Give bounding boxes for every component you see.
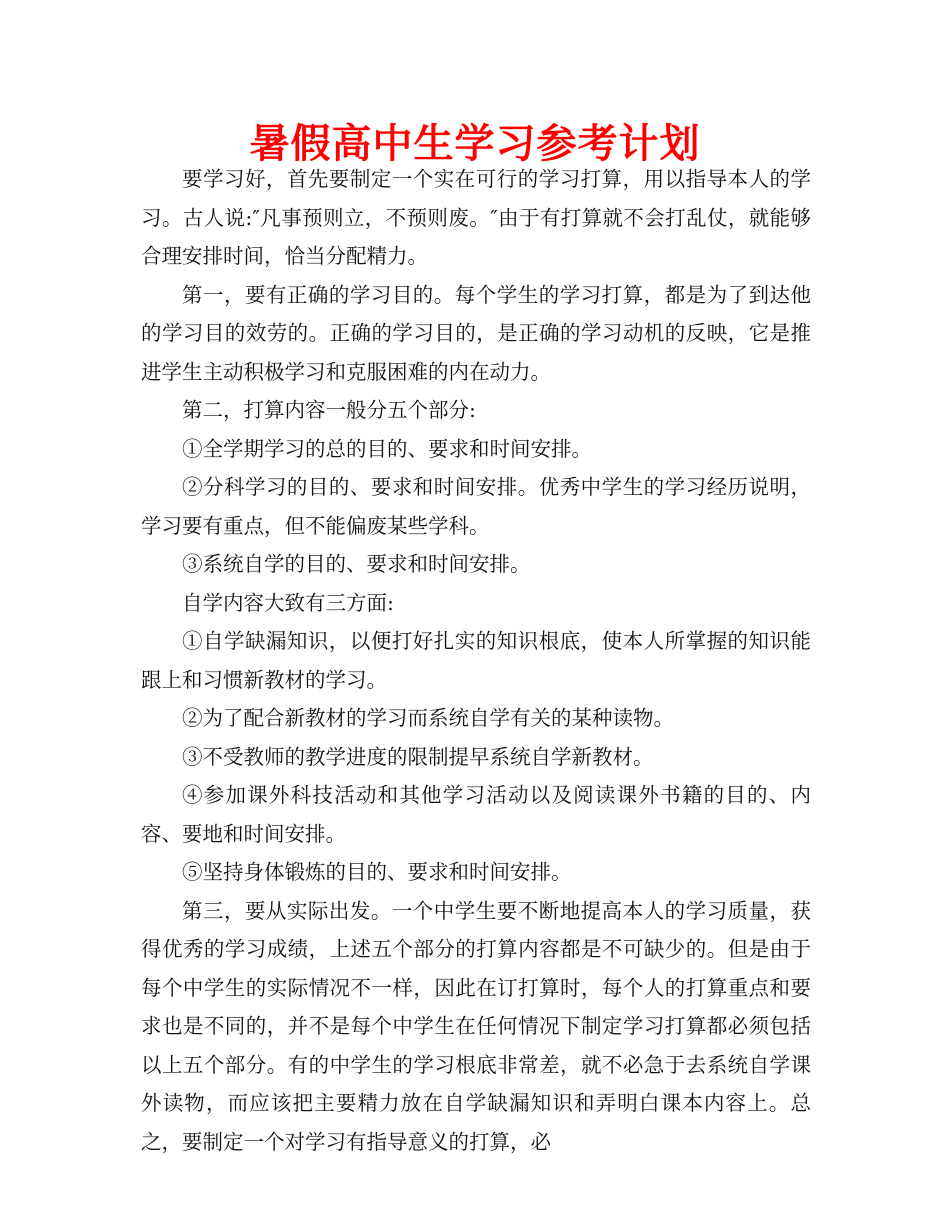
list-item-self-study-2: ②为了配合新教材的学习而系统自学有关的某种读物。 [182,706,674,730]
list-item-plan-5: ⑤坚持身体锻炼的目的、要求和时间安排。 [182,860,572,884]
paragraph-self-study-heading: 自学内容大致有三方面: [182,590,394,615]
document-title: 暑假高中生学习参考计划 [249,121,701,167]
paragraph-first-point: 第一，要有正确的学习目的。每个学生的学习打算，都是为了到达他的学习目的效劳的。正确的学习目的，是正确的学习动机的反映，它是推进学生主动积极学习和克服困难的内在动力。 [141,282,811,384]
list-item-plan-3: ③系统自学的目的、要求和时间安排。 [182,552,531,576]
document-body [141,160,811,1161]
list-item-plan-4: ④参加课外科技活动和其他学习活动以及阅读课外书籍的目的、内容、要地和时间安排。 [141,783,811,846]
list-item-self-study-3: ③不受教师的教学进度的限制提早系统自学新教材。 [182,744,654,769]
paragraph-second-point: 第二，打算内容一般分五个部分: [182,398,476,422]
paragraph-intro: 要学习好，首先要制定一个实在可行的学习打算，用以指导本人的学习。古人说:″凡事预则立，不预则废。″由于有打算就不会打乱仗，就能够合理安排时间，恰当分配精力。 [141,167,811,268]
list-item-plan-1: ①全学期学习的总的目的、要求和时间安排。 [182,436,592,461]
list-item-self-study-1: ①自学缺漏知识，以便打好扎实的知识根底，使本人所掌握的知识能跟上和习惯新教材的学习。 [141,629,811,692]
list-item-plan-2: ②分科学习的目的、要求和时间安排。优秀中学生的学习经历说明，学习要有重点，但不能偏废某些学科。 [141,475,811,538]
paragraph-third-point: 第三，要从实际出发。一个中学生要不断地提高本人的学习质量，获得优秀的学习成绩，上述五个部分的打算内容都是不可缺少的。但是由于每个中学生的实际情况不一样，因此在订打算时，每个人的打算重点和要求也是不同的，并不是每个中学生在任何情况下制定学习打算都必须包括以上五个部分。有的中学生的学习根底非常差，就不必急于去系统自学课外读物，而应该把主要精力放在自学缺漏知识和弄明白课本内容上。总之，要制定一个对学习有指导意义的打算，必 [141,898,811,1154]
